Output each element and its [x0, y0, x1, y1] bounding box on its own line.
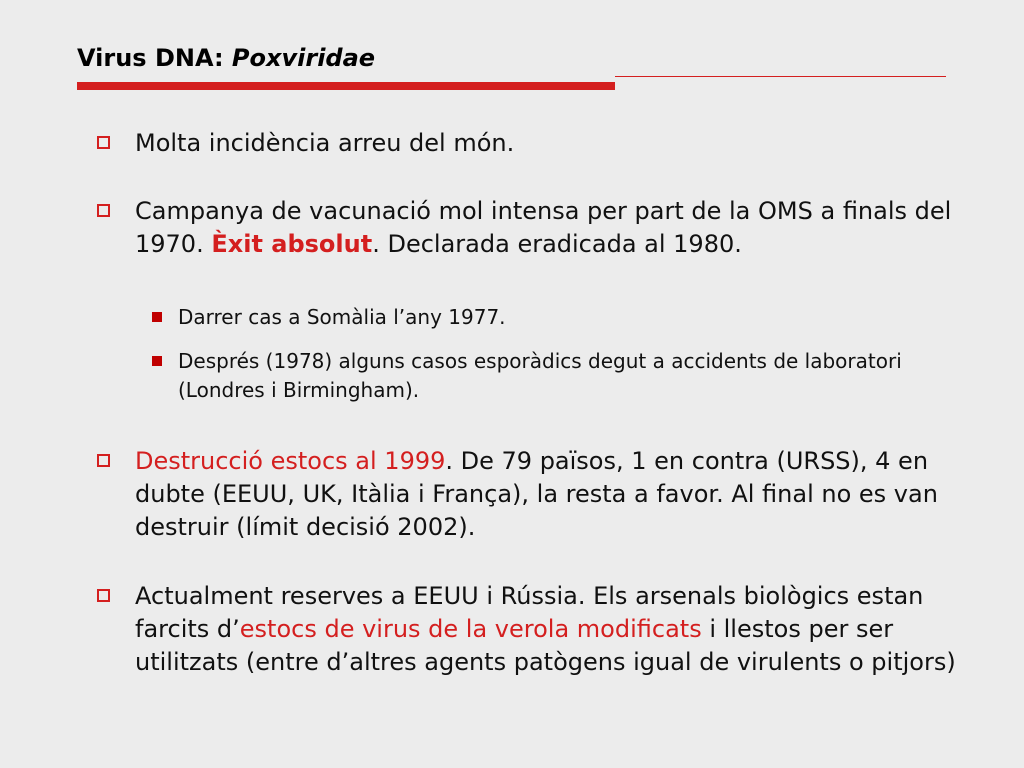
bullet-text [135, 580, 977, 679]
bullet-text-part: . De 79 països, 1 en contra (URSS), 4 en dubte (EEUU, UK, Itàlia i França), la resta a favor. Al final no es van destruir (límit decisió 2002). [135, 447, 938, 541]
filled-square-bullet-icon [152, 312, 162, 322]
title-underline-thick [77, 82, 615, 90]
bullet-highlight: Destrucció estocs al 1999 [135, 447, 446, 475]
slide-title [77, 44, 375, 72]
sub-bullet-text: Després (1978) alguns casos esporàdics degut a accidents de laboratori (Londres i Birmingham). [178, 349, 902, 402]
filled-square-bullet-icon [152, 356, 162, 366]
hollow-square-bullet-icon [97, 589, 110, 602]
sub-bullet-text: Darrer cas a Somàlia l’any 1977. [178, 305, 506, 329]
bullet-highlight: estocs de virus de la verola modificats [239, 615, 702, 643]
bullet-text: Molta incidència arreu del món. [135, 129, 515, 157]
bullet-text-part: i llestos per ser utilitzats (entre d’altres agents patògens igual de virulents o pitjors) [135, 615, 956, 676]
bullet-highlight: Èxit absolut [211, 230, 373, 258]
bullet-text [135, 195, 977, 261]
sub-bullet-item [152, 303, 972, 332]
bullet-text-part: Actualment reserves a EEUU i Rússia. Els arsenals biològics estan farcits d’ [135, 582, 924, 643]
title-italic: Poxviridae [231, 44, 376, 72]
bullet-item [97, 195, 977, 261]
title-underline-thin [615, 76, 946, 77]
sub-bullet-item [152, 347, 972, 405]
bullet-text [135, 445, 977, 544]
bullet-item [97, 127, 977, 160]
hollow-square-bullet-icon [97, 204, 110, 217]
bullet-item [97, 580, 977, 679]
title-prefix: Virus DNA: [77, 44, 232, 72]
bullet-text-part: Campanya de vacunació mol intensa per part de la OMS a finals del 1970. [135, 197, 952, 258]
hollow-square-bullet-icon [97, 454, 110, 467]
hollow-square-bullet-icon [97, 136, 110, 149]
bullet-text-part: . Declarada eradicada al 1980. [372, 230, 742, 258]
bullet-item [97, 445, 977, 544]
